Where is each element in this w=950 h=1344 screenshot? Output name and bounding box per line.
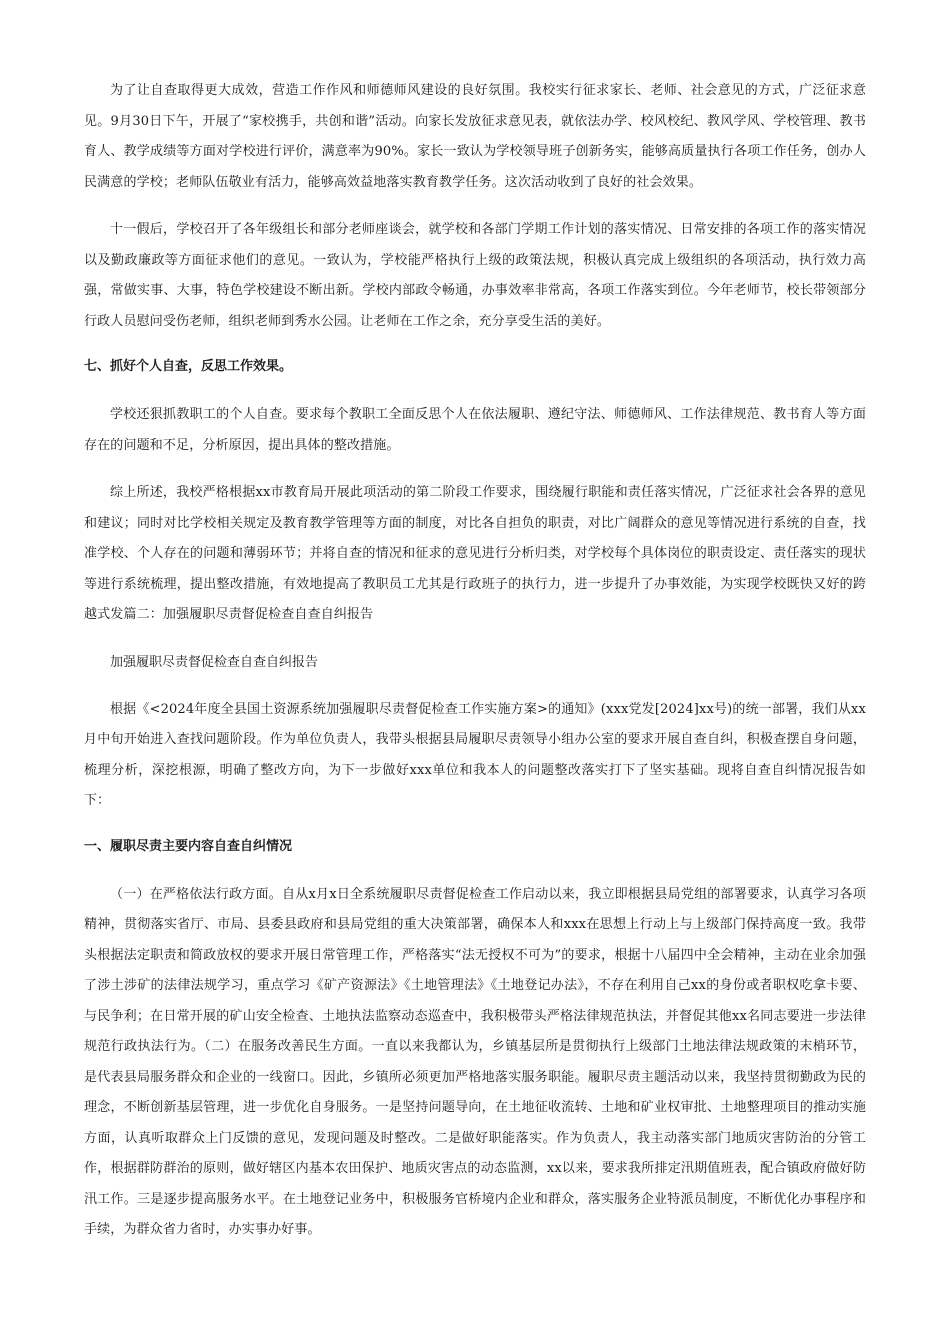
section-heading-seven: 七、抓好个人自查，反思工作效果。 — [84, 359, 293, 374]
report-subtitle: 加强履职尽责督促检查自查自纠报告 — [110, 654, 319, 670]
paragraph-parent-opinion: 为了让自查取得更大成效，营造工作作风和师德师风建设的良好氛围。我校实行征求家长、老师、社会意见的方式，广泛征求意见。9月30日下午，开展了“家校携手，共创和谐”活动。向家长发放征求意见表，就依法办学、校风校纪、教风学风、学校管理、教书育人、教学成绩等方面对学校进行评价，满意率为90%。家长一致认为学校领导班子创新务实，能够高质量执行各项工作任务，创办人民满意的学校；老师队伍敬业有活力，能够高效益地落实教育教学任务。这次活动收到了良好的社会效果。 — [84, 83, 866, 190]
paragraph-teacher-forum: 十一假后，学校召开了各年级组长和部分老师座谈会，就学校和各部门学期工作计划的落实情况、日常安排的各项工作的落实情况以及勤政廉政等方面征求他们的意见。一致认为，学校能严格执行上级的政策法规，积极认真完成上级组织的各项活动，执行效力高强，常做实事、大事，特色学校建设不断出新。学校内部政令畅通，办事效率非常高，各项工作落实到位。今年老师节，校长带领部分行政人员慰问受伤老师，组织老师到秀水公园。让老师在工作之余，充分享受生活的美好。 — [84, 222, 866, 329]
section-heading-one: 一、履职尽责主要内容自查自纠情况 — [84, 838, 293, 854]
paragraph-summary: 综上所述，我校严格根据xx市教育局开展此项活动的第二阶段工作要求，围绕履行职能和责任落实情况，广泛征求社会各界的意见和建议；同时对比学校相关规定及教育教学管理等方面的制度，对比各自担负的职责，对比广阔群众的意见等情况进行系统的自查，找准学校、个人存在的问题和薄弱环节；并将自查的情况和征求的意见进行分析归类，对学校每个具体岗位的职责设定、责任落实的现状等进行系统梳理，提出整改措施，有效地提高了教职员工尤其是行政班子的执行力，进一步提升了办事效能，为实现学校既快又好的跨越式发篇二：加强履职尽责督促检查自查自纠报告 — [84, 485, 866, 622]
paragraph-law-service: （一）在严格依法行政方面。自从x月x日全系统履职尽责督促检查工作启动以来，我立即根据县局党组的部署要求，认真学习各项精神，贯彻落实省厅、市局、县委县政府和县局党组的重大决策部署，确保本人和xxx在思想上行动上与上级部门保持高度一致。我带头根据法定职责和简政放权的要求开展日常管理工作，严格落实“法无授权不可为”的要求，根据十八届四中全会精神，主动在业余加强了涉土涉矿的法律法规学习，重点学习《矿产资源法》《土地管理法》《土地登记办法》，不存在利用自己xx的身份或者职权吃拿卡要、与民争利；在日常开展的矿山安全检查、土地执法监察动态巡查中，我积极带头严格法律规范执法，并督促其他xx名同志要进一步法律规范行政执法行为。（二）在服务改善民生方面。一直以来我都认为，乡镇基层所是贯彻执行上级部门土地法律法规政策的末梢环节，是代表县局服务群众和企业的一线窗口。因此，乡镇所必须更加严格地落实服务职能。履职尽责主题活动以来，我坚持贯彻勤政为民的理念，不断创新基层管理，进一步优化自身服务。一是坚持问题导向，在土地征收流转、土地和矿业权审批、土地整理项目的推动实施方面，认真听取群众上门反馈的意见，发现问题及时整改。二是做好职能落实。作为负责人，我主动落实部门地质灾害防治的分管工作，根据群防群治的原则，做好辖区内基本农田保护、地质灾害点的动态监测，xx以来，要求我所排定汛期值班表，配合镇政府做好防汛工作。三是逐步提高服务水平。在土地登记业务中，积极服务官桥境内企业和群众，落实服务企业特派员制度，不断优化办事程序和手续，为群众省力省时，办实事办好事。 — [84, 886, 866, 1237]
paragraph-report-intro: 根据《<2024年度全县国土资源系统加强履职尽责督促检查工作实施方案>的通知》(xxx党发[2024]xx号)的统一部署，我们从xx月中旬开始进入查找问题阶段。作为单位负责人，我带头根据县局履职尽责领导小组办公室的要求开展自查自纠，积极查摆自身问题，梳理分析，深挖根源，明确了整改方向，为下一步做好xxx单位和我本人的问题整改落实打下了坚实基础。现将自查自纠情况报告如下： — [84, 701, 866, 808]
paragraph-personal-review: 学校还狠抓教职工的个人自查。要求每个教职工全面反思个人在依法履职、遵纪守法、师德师风、工作法律规范、教书育人等方面存在的问题和不足，分析原因，提出具体的整改措施。 — [84, 407, 866, 453]
